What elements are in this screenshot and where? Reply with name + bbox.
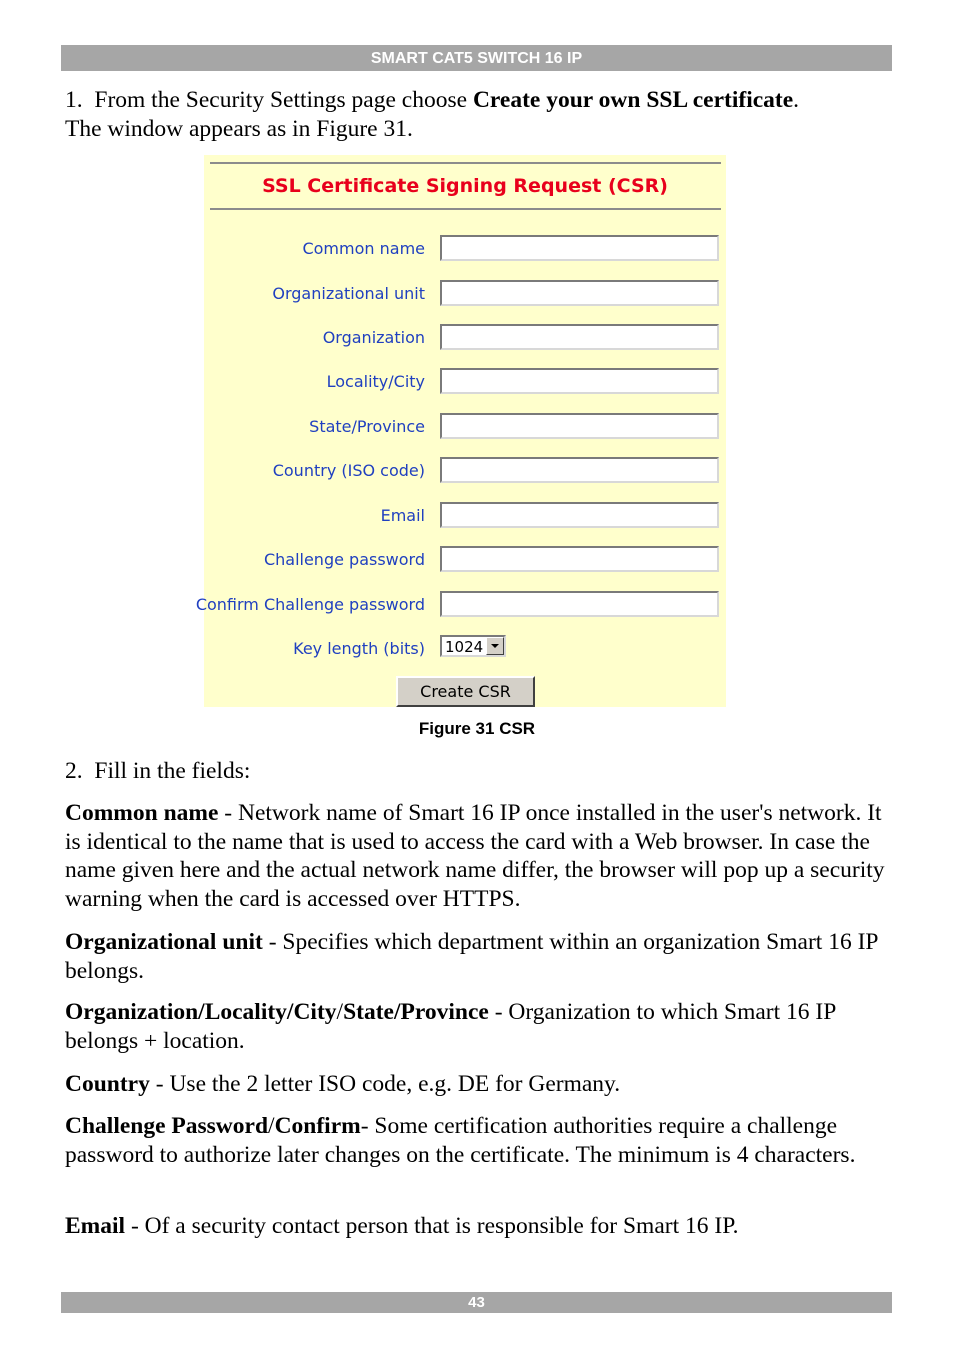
key-length-value: 1024 [445,638,484,656]
field-row-challenge-password [204,546,726,576]
page-footer [61,1292,892,1313]
field-row-email [204,502,726,532]
term: Common name [65,800,219,826]
term: Confirm [274,1113,361,1139]
state-province-input[interactable] [440,413,719,439]
field-label: Challenge password [263,550,425,569]
desc-text: - Specifies which department within an organization Smart 16 IP belongs. [65,929,878,984]
confirm-challenge-password-input[interactable] [440,591,719,617]
field-label: Common name [302,239,425,258]
locality-city-input[interactable] [440,368,719,394]
title-rule [210,208,721,210]
common-name-input[interactable] [440,235,719,261]
field-label: Country (ISO code) [272,461,425,480]
term: State/Province [343,999,489,1025]
step-2-text: Fill in the fields: [94,758,251,784]
desc-challenge-password [65,1112,895,1169]
field-row-confirm-challenge-password [195,591,726,621]
step-1-period: . [793,87,800,113]
term: Organization/Locality/City [65,999,337,1025]
term: Email [65,1213,126,1239]
page-number: 43 [468,1294,485,1311]
field-label: Organization [322,328,425,347]
page-header [61,45,892,71]
csr-form-figure [195,155,726,707]
field-row-organizational-unit [204,280,726,310]
figure-caption: Figure 31 CSR [418,719,536,738]
chevron-down-icon[interactable] [486,637,504,655]
step-2 [65,757,895,786]
challenge-password-input[interactable] [440,546,719,572]
field-label: Email [380,506,425,525]
step-2-number: 2. [65,758,83,784]
desc-common-name [65,799,895,913]
desc-text: - Use the 2 letter ISO code, e.g. DE for Germany. [149,1071,621,1097]
desc-organizational-unit [65,928,895,985]
desc-organization [65,998,895,1055]
field-label: State/Province [309,417,425,436]
field-row-state-province [204,413,726,443]
step-1-number: 1. [65,87,83,113]
field-row-key-length [204,635,726,665]
term: Organizational unit [65,929,263,955]
field-label: Locality/City [326,372,425,391]
step-1 [65,86,895,143]
term: Challenge Password [65,1113,269,1139]
field-row-organization [204,324,726,354]
email-input[interactable] [440,502,719,528]
field-label: Key length (bits) [293,639,425,658]
desc-text: - Organization to which Smart 16 IP belongs + location. [65,999,836,1054]
country-input[interactable] [440,457,719,483]
field-label: Confirm Challenge password [195,595,425,614]
desc-email [65,1212,895,1241]
step-1-bold: Create your own SSL certificate [472,87,794,113]
create-csr-button[interactable]: Create CSR [396,676,535,707]
field-label: Organizational unit [272,284,425,303]
desc-text: - Of a security contact person that is responsible for Smart 16 IP. [125,1213,739,1239]
separator: / [336,999,344,1025]
desc-text: - Network name of Smart 16 IP once installed in the user's network. It is identical to the name that is used to access the card with a Web browser. In case the name given here and the actual network name differ, the browser will pop up a security warning when the card is accessed over HTTPS. [65,800,885,912]
key-length-select[interactable] [440,635,506,657]
form-title: SSL Certificate Signing Request (CSR) [262,175,668,197]
field-row-locality-city [204,368,726,398]
desc-country [65,1070,895,1099]
organization-input[interactable] [440,324,719,350]
header-title: SMART CAT5 SWITCH 16 IP [370,50,583,67]
desc-text: - Some certification authorities require a challenge password to authorize later changes on the certificate. The minimum is 4 characters. [65,1113,856,1168]
organizational-unit-input[interactable] [440,280,719,306]
step-1-line2: The window appears as in Figure 31. [65,115,413,142]
top-rule [210,162,721,164]
separator: / [268,1113,275,1139]
step-1-text: From the Security Settings page choose [94,87,473,113]
field-row-country [204,457,726,487]
term: Country [65,1071,150,1097]
field-row-common-name [204,235,726,265]
